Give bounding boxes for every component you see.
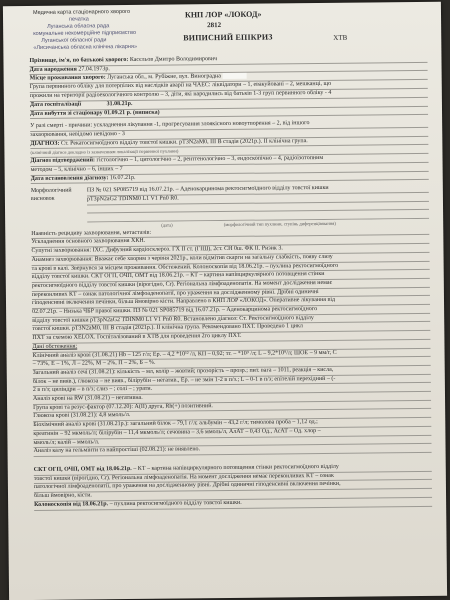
lab-line: Аналіз калу на гельмінти та найпростіші (02.08.21): не виявлено. — [34, 444, 432, 457]
relapse-line: Наявність рецидиву захворювання, метастазів: — [31, 227, 429, 240]
lab-line: креатинін – 92 мкмоль/л; білірубін – 11,4 мкмоль/л; сечовина – 3,6 ммоль/л, АлАТ – 0,43 Од., АсАТ – Од. хлор – — [33, 427, 431, 440]
anamnesis-line: та крові в калі. Звернувся за місцем проживання. Обстежений. Колоноскопія від 18.06.21р. – пухлина ректосигмоїдного — [32, 261, 430, 274]
lab-line: ммоль/л; калій – ммоль/л. — [33, 435, 431, 448]
stamp-line: «Лисичанська обласна клінічна лікарня» — [33, 43, 138, 51]
ct-value: – КТ – картина напівциркулярного потовщення стінки ректосигмоїдного відділу — [133, 463, 339, 472]
hospitalization-date-label: Дата госпіталізації — [29, 101, 82, 108]
discharge-date-label: Дата вибуття зі стаціонару — [29, 109, 103, 117]
morphology-caption-date: (дата) — [161, 222, 173, 228]
stamp-line: печатка — [69, 16, 89, 23]
patient-name-label: Прізвище, ім'я, по батькові хворого: — [29, 56, 129, 65]
anamnesis-line: Анамнез захворювання: Вважає себе хворим з червня 2021р., коли відмітив скарги на загальну слабкість, появу слизу — [32, 253, 430, 266]
stamp-line: Луганська обласна рада — [47, 23, 110, 30]
anamnesis-line: ректосигмоїдного відділу товстої кишки (вірогідно, Cr). Регіональна лімфоаденопатія. На момент дослідження немає — [32, 279, 430, 292]
registration-group-line: Група первинного обліку для потерпілих від наслідків аварії на ЧАЕС: ліквідатори – 1, евакуйовані – 2, мешканці, що — [30, 80, 428, 93]
morphology-label: Морфологічний висновок — [30, 187, 72, 202]
lab-line: Біохімічний аналіз крові (31.08.21р.): загальний білок – 79,1 г/л; альбумін – 43,2 г/л; тимолова проба – 1,12 од.; — [33, 418, 431, 431]
diagnosis-label: ДІАГНОЗ: — [30, 140, 60, 147]
lab-line: Аналіз крові на RW (31.08.21) – негативна. — [33, 392, 431, 405]
colonoscopy-label: Колоноскопія від 18.06.21р. — [34, 501, 109, 508]
diagnosis-date-label: Дата встановлення діагнозу: — [30, 174, 109, 182]
comorbidities-line: Супутні захворювання: ІХС. Дифузний кардіосклероз. ГХ II ст. (ГІШ), 2ст. СН 0ш. ФК II. Ризик 3. — [31, 244, 429, 257]
discharge-document — [3, 2, 447, 600]
lab-line: Загальний аналіз сечі (31.08.21): кількість – мл, колір – жовтий; прозорість – прозр.; пит. вага – 1011, реакція – кисла, — [33, 366, 431, 379]
document-number: 2812 — [207, 21, 222, 30]
anamnesis-line: переконливих КТ – ознак патологічної лімфоаденопатії, про ураження на дослідженному рівні. Дрібні одиничні — [32, 287, 430, 300]
redaction-box — [222, 73, 246, 79]
exam-heading: Дані обстеження: — [32, 340, 430, 353]
anamnesis-line: 02.07.21р. – Низька ЧБР правої кишки. ПЗ № 021 SP085719 від 16.07.21р. – Аденокарцинома ректосигмоїдного — [32, 305, 430, 318]
death-cause-line: захворювання, невідомо невідомо - 3 — [30, 128, 428, 141]
birth-date-label: Дата народження — [29, 66, 77, 73]
department-code: ХТВ — [333, 33, 348, 42]
patient-name-value: Касєльов Дмитро Володимирович — [129, 56, 218, 63]
verification-line: методом – 5, клінічно – 6, інших – 7 — [31, 163, 429, 176]
anamnesis-line: ПХТ за схемою XELOX. Госпіталізований в ХТВ для проведення 2го циклу ПХТ. — [32, 331, 430, 344]
page-title: ВИПИСНИЙ ЕПІКРИЗ — [183, 32, 273, 43]
ct-label: СКТ ОГП, ОЧП, ОМТ від 18.06.21р. — [33, 465, 132, 473]
anamnesis-line: відділу товстої кишки. СКТ ОГП, ОЧП, ОМТ від 18.06.21р. – КТ – картина напівциркулярного потовщення стінки — [32, 270, 430, 283]
registration-group-line: прожили на території радіоекологічного контролю – 3, діти, які народились від батьків 1-3 груп первинного обліку - 4 — [30, 89, 428, 102]
address-value: Луганська обл., м. Рубіжне, вул. Виноградна — [107, 73, 221, 82]
lab-line: Група крові та резус-фактор (07.12.20): А(II) друга, Rh(+) позитивний. — [33, 401, 431, 414]
morphology-block — [31, 184, 429, 223]
hospital-stamp — [33, 9, 153, 52]
lab-line: Клінічний аналіз крові (31.08.21) Hb – 125 г/л; Ер. – 4,2 *10¹² /л, КП – 0,92; тг. – *10⁹ /л; L – 9,2*10⁹/л; ШОЕ – 9 мм/г, С — [33, 348, 431, 361]
hospitalization-date-value: 31.08.21р. — [106, 100, 133, 108]
diagnosis-date-value: 16.07.21р. — [109, 174, 136, 181]
stamp-line: комунальне некомерційне підприємство — [33, 29, 137, 37]
clinic-name: КНП ЛОР «ЛОКОД» — [184, 9, 262, 20]
lab-line: Глюкоза крові (31.08.21): 4,8 ммоль/л. — [33, 409, 431, 422]
death-cause-line: У разі смерті - причини: ускладнення лікування -1, прогресування злоякісного новоутворення – 2, від іншого — [30, 119, 428, 132]
morphology-line: ПЗ № 021 SP085719 від 16.07.21р. – Аденокарцинома ректосигмоїдного відділу товстої кишки — [87, 184, 429, 196]
diagnosis-value: Ст. Рекатосигмоїдного відділу товстої кишки. pT3N2aM0, III B стадія (2021р.). II клінічна група. — [60, 137, 308, 147]
address-label: Місце проживання хворого: — [29, 75, 106, 82]
lab-line: 2 в п/з; циліндри – в п/з; слиз – ; солі – ; урати. — [33, 383, 431, 396]
morphology-line: pT3pN2aG2 TDINM0 L1 V1 Pn0 R0. — [87, 193, 429, 205]
ct-line: патологічної лімфоаденопатії, про ураження на дослідженному рівні. Дрібні одиничні гіподенсивні включення печінки, — [34, 480, 432, 493]
colonoscopy-value: – пухлина ректосигмоїдного відділу товстої кишки. — [109, 499, 242, 508]
diagnosis-note: (клінічний діагноз докладно із зазначенням локалізації первинної пухлини) — [30, 145, 428, 158]
lab-line: – 73%, Е – 1%, Л – 22%, М – 2%, П – 2%, Б – %. — [33, 357, 431, 370]
verification-value: гістологічно – 1, цитологічно – 2, рентгенологічно – 3, ендоскопічно – 4, радіоізотопним — [96, 155, 324, 164]
stamp-line: Луганської обласної ради — [41, 37, 107, 44]
ct-line: товстої кишки (вірогідно, Cr). Регіональна лімфоаденопатія. На момент дослідження немає переконливих КТ – ознак — [34, 472, 432, 485]
verification-label: Діагноз підтверджений: — [30, 157, 96, 165]
morphology-caption-type: (морфологічний тип пухлини, ступінь диференціювання) — [223, 220, 336, 228]
discharge-date-value: 01.09.21 р. (виписка) — [104, 109, 160, 116]
document-body — [29, 54, 432, 511]
birth-date-value: 27.04.1973р. — [78, 65, 110, 73]
anamnesis-line: товстої кишки. pT3N2aM0, III B стадія (2021р.). II клінічна група. Рекомендовано ПХТ. Проведено 1 цикл — [32, 322, 430, 335]
stamp-line: Медична карта стаціонарного хворого — [32, 8, 131, 16]
anamnesis-line: гіподенсивні включення печінки, більш ймовірно кісти. Направлено в КНП ЛОР «ЛОКОД». Оперативне лікування від — [32, 296, 430, 309]
lab-line: білок – не вияв.), глюкоза – не вияв., білірубін – негатив., Ер. – не змін 1-2 в п/з.; L – 0-1 в п/з; епітелій перехідний – (- — [33, 375, 431, 388]
complications-line: Ускладнення основного захворювання ХКН. — [31, 235, 429, 248]
anamnesis-line: відділу товстої кишки pT3pN2aG2 TDINM0 L1 V1 Pn0 R0. Встановлено діагноз: Ст. Ректосигмоїдного відділу — [32, 314, 430, 327]
ct-line: більш ймовірно, кісти. — [34, 489, 432, 502]
